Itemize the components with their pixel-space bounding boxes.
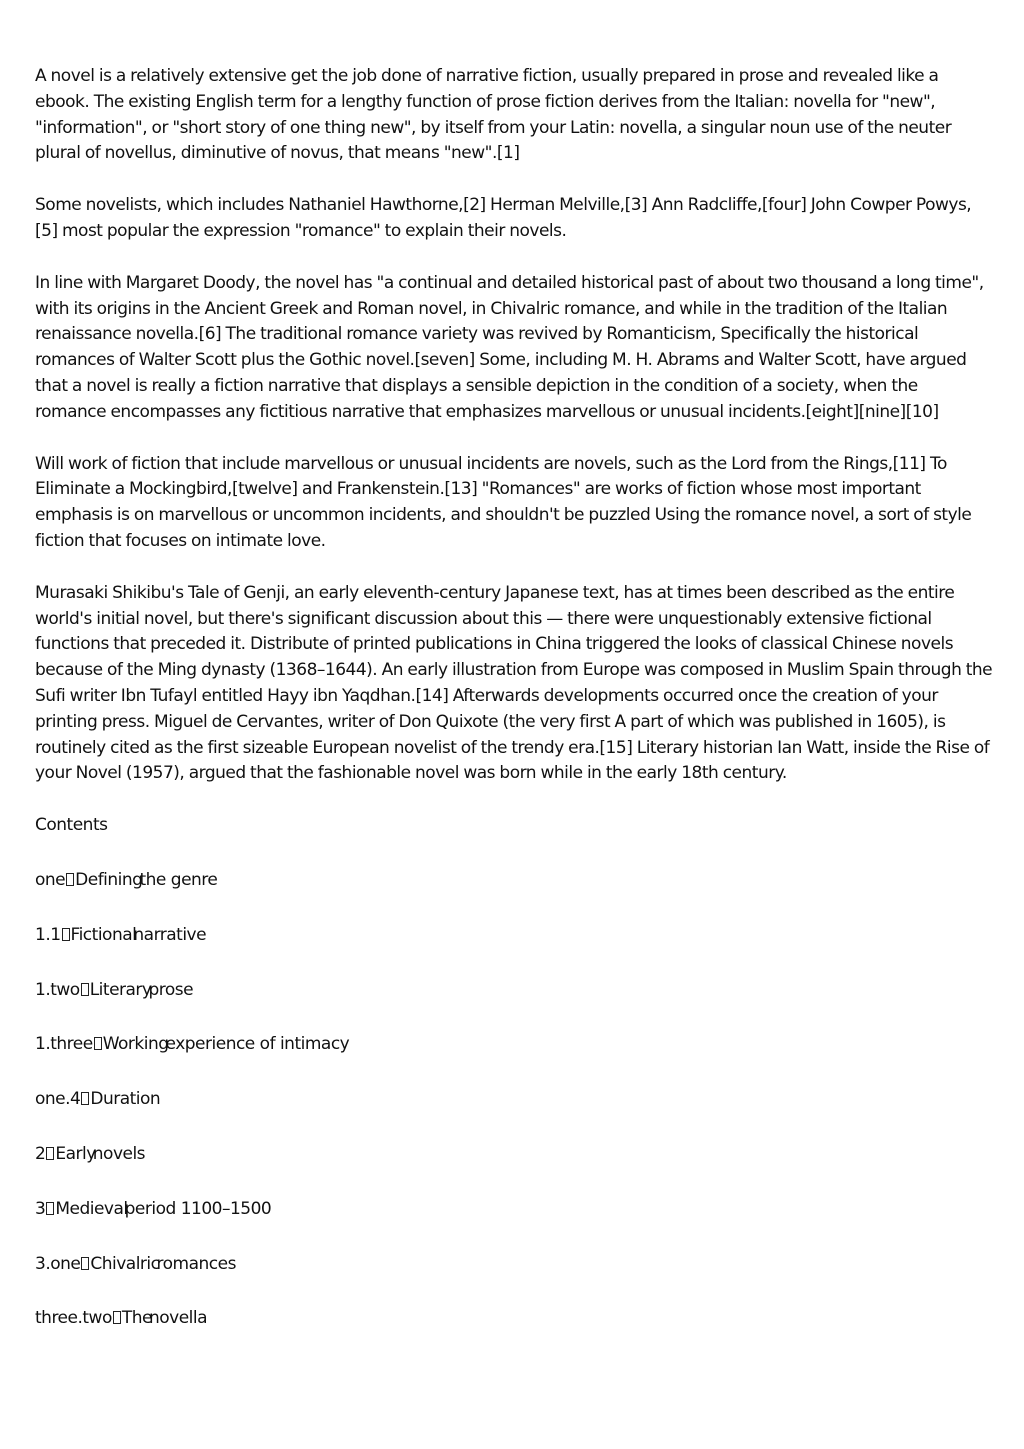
document-body [35,64,993,1361]
missing-glyph-icon [94,1037,102,1050]
toc-item-number: one.4 [35,1089,81,1110]
toc-item-label-rest: romances [156,1253,236,1274]
toc-item-number: 2 [35,1143,46,1164]
toc-item-number: 3 [35,1198,46,1219]
toc-item-label-rest: novella [148,1308,208,1329]
toc-item[interactable] [35,1032,993,1058]
missing-glyph-icon [66,873,74,886]
toc-item[interactable] [35,1197,993,1223]
toc-item-number: 1.two [35,979,80,1000]
paragraph-novelists: Some novelists, which includes Nathaniel Hawthorne,[2] Herman Melville,[3] Ann Radcliffe,[four] John Cowper Powys,[5] most popular the expression "romance" to explain their novels. [35,195,972,241]
missing-glyph-icon [81,1257,89,1270]
paragraph-romances: Will work of fiction that include marvellous or unusual incidents are novels, such as the Lord from the Rings,[11] To Eliminate a Mockingbird,[twelve] and Frankenstein.[13] "Romances" are works of fiction whose most important emphasis is on marvellous or uncommon incidents, and shouldn't be puzzled Using the romance novel, a sort of style fiction that focuses on intimate love. [35,453,972,551]
table-of-contents [35,868,993,1332]
toc-item-label-rest: the genre [139,869,218,890]
toc-item[interactable] [35,1142,993,1168]
missing-glyph-icon [81,1092,89,1105]
toc-item-label-rest: novels [92,1143,146,1164]
toc-item-label: Working [102,1034,169,1055]
missing-glyph-icon [46,1202,54,1215]
missing-glyph-icon [81,983,89,996]
toc-item-label-rest: narrative [133,924,207,945]
toc-item[interactable] [35,1252,993,1278]
toc-item-label: Defining [75,869,143,890]
paragraph-origins: Murasaki Shikibu's Tale of Genji, an early eleventh-century Japanese text, has at times been described as the entire world's initial novel, but there's significant discussion about this — there were unquestionably extensive fictional functions that preceded it. Distribute of printed publications in China triggered the looks of classical Chinese novels because of the Ming dynasty (1368–1644). An early illustration from Europe was composed in Muslim Spain through the Sufi writer Ibn Tufayl entitled Hayy ibn Yaqdhan.[14] Afterwards developments occurred once the creation of your printing press. Miguel de Cervantes, writer of Don Quixote (the very first A part of which was published in 1605), is routinely cited as the first sizeable European novelist of the trendy era.[15] Literary historian Ian Watt, inside the Rise of your Novel (1957), argued that the fashionable novel was born while in the early 18th century. [35,582,993,784]
toc-item-number: three.two [35,1308,112,1329]
toc-item-number: one [35,869,66,890]
missing-glyph-icon [46,1147,54,1160]
paragraph-history: In line with Margaret Doody, the novel has "a continual and detailed historical past of about two thousand a long time", with its origins in the Ancient Greek and Roman novel, in Chivalric romance, and while in the tradition of the Italian renaissance novella.[6] The traditional romance variety was revived by Romanticism, Specifically the historical romances of Walter Scott plus the Gothic novel.[seven] Some, including M. H. Abrams and Walter Scott, have argued that a novel is really a fiction narrative that displays a sensible depiction in the condition of a society, when the romance encompasses any fictitious narrative that emphasizes marvellous or unusual incidents.[eight][nine][10] [35,272,984,422]
toc-item-number: 3.one [35,1253,81,1274]
toc-item-number: 1.1 [35,924,61,945]
toc-item[interactable] [35,978,993,1004]
toc-item-label: The [121,1308,152,1329]
missing-glyph-icon [62,928,70,941]
toc-item[interactable] [35,923,993,949]
toc-item-label: Medieval [55,1198,128,1219]
toc-item-number: 1.three [35,1034,93,1055]
toc-item-label: Chivalric [90,1253,160,1274]
missing-glyph-icon [113,1311,121,1324]
toc-item[interactable] [35,1087,993,1113]
toc-item-label: Duration [90,1089,161,1110]
toc-item-label-rest: period 1100–1500 [124,1198,272,1219]
paragraph-intro: A novel is a relatively extensive get the job done of narrative fiction, usually prepared in prose and revealed like a ebook. The existing English term for a lengthy function of prose fiction derives from the Italian: novella for "new", "information", or "short story of one thing new", by itself from your Latin: novella, a singular noun use of the neuter plural of novellus, diminutive of novus, that means "new".[1] [35,66,952,164]
toc-item-label: Early [55,1143,96,1164]
toc-item-label-rest: prose [148,979,194,1000]
toc-item-label: Fictional [70,924,137,945]
contents-heading: Contents [35,815,108,836]
toc-item[interactable] [35,1306,993,1332]
toc-item[interactable] [35,868,993,894]
toc-item-label: Literary [89,979,152,1000]
toc-item-label-rest: experience of intimacy [165,1034,350,1055]
